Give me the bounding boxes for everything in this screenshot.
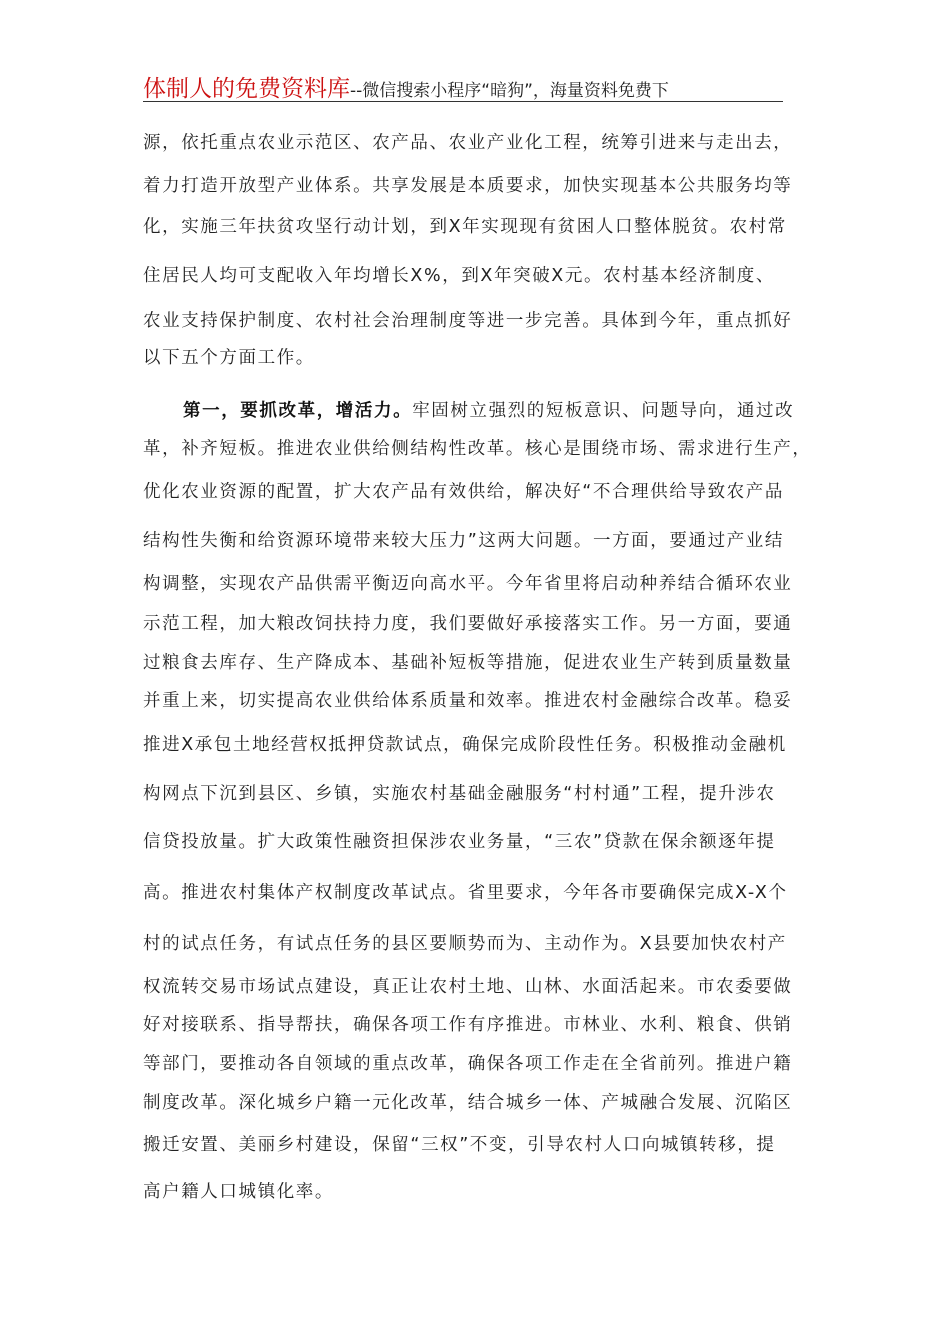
text-line: 高。推进农村集体产权制度改革试点。省里要求，今年各市要确保完成X-X个 [143,883,788,903]
page-header [143,70,783,102]
text-line: 权流转交易市场试点建设，真正让农村土地、山林、水面活起来。市农委要做 [143,977,793,997]
text-line: 等部门，要推动各自领域的重点改革，确保各项工作走在全省前列。推进户籍 [143,1054,793,1074]
text-line: 化，实施三年扶贫攻坚行动计划，到X年实现现有贫困人口整体脱贫。农村常 [143,217,787,237]
paragraph-first-line [183,399,813,423]
text-line: 农业支持保护制度、农村社会治理制度等进一步完善。具体到今年，重点抓好 [143,311,793,331]
text-line: 结构性失衡和给资源环境带来较大压力”这两大问题。一方面，要通过产业结 [143,531,784,551]
text-line: 革，补齐短板。推进农业供给侧结构性改革。核心是围绕市场、需求进行生产， [143,439,812,459]
text-line: 搬迁安置、美丽乡村建设，保留“三权”不变，引导农村人口向城镇转移，提 [143,1135,776,1155]
text-line: 以下五个方面工作。 [143,348,315,368]
text-line: 高户籍人口城镇化率。 [143,1182,334,1202]
text-line: 信贷投放量。扩大政策性融资担保涉农业务量，“三农”贷款在保余额逐年提 [143,832,776,852]
text-line: 过粮食去库存、生产降成本、基础补短板等措施，促进农业生产转到质量数量 [143,653,793,673]
header-divider [143,101,783,102]
text-line: 村的试点任务，有试点任务的县区要顺势而为、主动作为。X县要加快农村产 [143,934,787,954]
text-line: 源，依托重点农业示范区、农产品、农业产业化工程，统筹引进来与走出去， [143,133,793,153]
text-line: 构调整，实现农产品供需平衡迈向高水平。今年省里将启动种养结合循环农业 [143,574,793,594]
text-line: 好对接联系、指导帮扶，确保各项工作有序推进。市林业、水利、粮食、供销 [143,1015,793,1035]
text-line: 构网点下沉到县区、乡镇，实施农村基础金融服务“村村通”工程，提升涉农 [143,784,776,804]
text-line: 优化农业资源的配置，扩大农产品有效供给，解决好“不合理供给导致农产品 [143,482,784,502]
text-line: 住居民人均可支配收入年均增长X%，到X年突破X元。农村基本经济制度、 [143,266,775,286]
header-subtitle: --微信搜索小程序“暗狗”，海量资料免费下 [350,81,669,101]
text-line: 制度改革。深化城乡户籍一元化改革，结合城乡一体、产城融合发展、沉陷区 [143,1093,793,1113]
text-line: 推进X承包土地经营权抵押贷款试点，确保完成阶段性任务。积极推动金融机 [143,735,787,755]
text-line: 并重上来，切实提高农业供给体系质量和效率。推进农村金融综合改革。稳妥 [143,691,793,711]
paragraph-first-line-text: 牢固树立强烈的短板意识、问题导向，通过改 [412,401,795,421]
paragraph-heading: 第一，要抓改革，增活力。 [183,401,413,421]
text-line: 示范工程，加大粮改饲扶持力度，我们要做好承接落实工作。另一方面，要通 [143,614,793,634]
text-line: 着力打造开放型产业体系。共享发展是本质要求，加快实现基本公共服务均等 [143,176,793,196]
header-title: 体制人的免费资料库 [143,76,350,102]
